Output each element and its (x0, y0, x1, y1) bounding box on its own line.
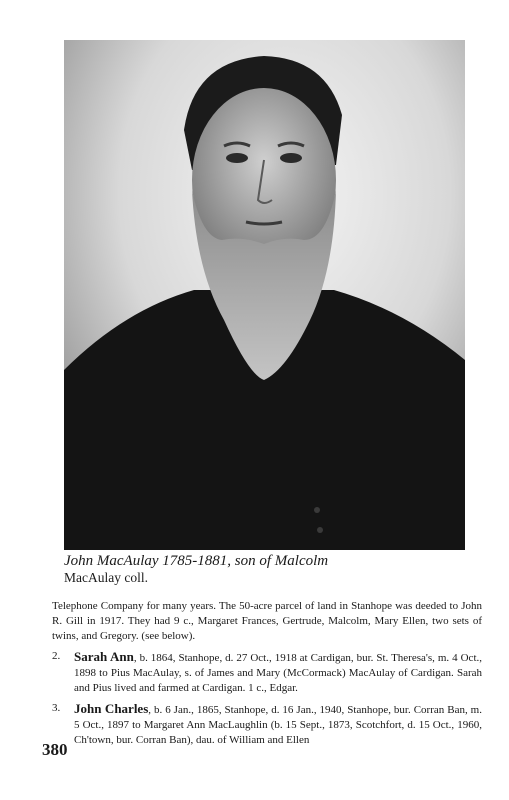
genealogy-entry (52, 649, 482, 696)
caption-title: John MacAulay 1785-1881, son of Malcolm (64, 553, 329, 569)
entry-body (74, 649, 482, 696)
entry-number: 3. (52, 702, 61, 714)
caption-credit: MacAulay coll. (64, 570, 148, 585)
entry-name: Sarah Ann (74, 649, 134, 664)
intro-paragraph: Telephone Company for many years. The 50-acre parcel of land in Stanhope was deeded to John R. Gill in 1917. They had 9 c., Margaret Frances, Gertrude, Malcolm, Mary Ellen, two sets of twins, and Gregory. (see below). (52, 600, 482, 642)
genealogy-entry (52, 701, 482, 748)
entry-text: , b. 1864, Stanhope, d. 27 Oct., 1918 at Cardigan, bur. St. Theresa's, m. 4 Oct., 1898 to Pius MacAulay, s. of James and Mary (McCormack) MacAulay of Cardigan. Sarah and Pius lived and farmed at Cardigan. 1 c., Edgar. (74, 652, 482, 694)
entry-number: 2. (52, 650, 61, 662)
body-text (52, 599, 482, 748)
portrait-photo (64, 40, 465, 550)
entry-name: John Charles (74, 701, 149, 716)
page-number: 380 (42, 740, 68, 759)
photo-caption (64, 552, 484, 586)
entry-text: , b. 6 Jan., 1865, Stanhope, d. 16 Jan., 1940, Stanhope, bur. Corran Ban, m. 5 Oct., 1897 to Margaret Ann MacLaughlin (b. 15 Sept., 1873, Scotchfort, d. 15 Oct., 1960, Ch'town, bur. Corran Ban), dau. of William and Ellen (74, 704, 482, 746)
portrait-illustration (64, 40, 465, 550)
entry-body (74, 701, 482, 748)
